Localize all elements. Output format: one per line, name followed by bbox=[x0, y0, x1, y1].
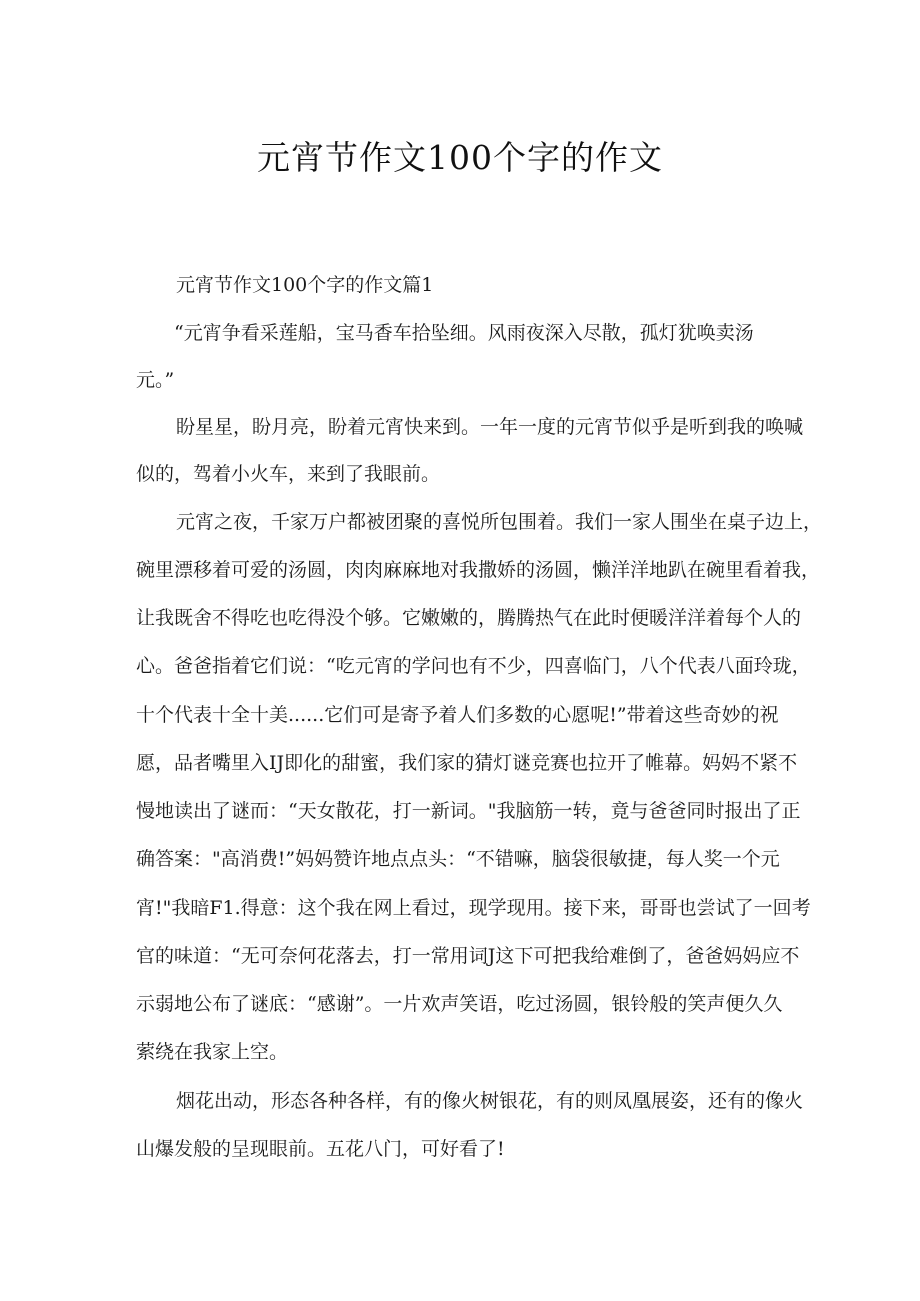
document-title: 元宵节作文100个字的作文 bbox=[257, 138, 663, 177]
paragraph-line: 烟花出动，形态各种各样，有的像火树银花，有的则凤凰展姿，还有的像火 bbox=[176, 1090, 804, 1112]
paragraph-line: 让我既舍不得吃也吃得没个够。它嫩嫩的，腾腾热气在此时便暖洋洋着每个人的 bbox=[136, 607, 802, 629]
paragraph-line: 盼星星，盼月亮，盼着元宵快来到。一年一度的元宵节似乎是听到我的唤喊 bbox=[176, 416, 804, 438]
paragraph-line: 萦绕在我家上空。 bbox=[136, 1041, 289, 1063]
paragraph-line: 慢地读出了谜而：“天女散花，打一新词。"我脑筋一转，竟与爸爸同时报出了正 bbox=[136, 800, 801, 822]
section-heading: 元宵节作文100个字的作文篇1 bbox=[176, 274, 434, 296]
paragraph-line: 山爆发般的呈现眼前。五花八门，可好看了! bbox=[136, 1138, 505, 1160]
paragraph-line: 宵!"我暗F1.得意：这个我在网上看过，现学现用。接下来，哥哥也尝试了一回考 bbox=[136, 897, 811, 919]
paragraph-line: “元宵争看采莲船，宝马香车拾坠细。风雨夜深入尽散，孤灯犹唤卖汤 bbox=[174, 322, 754, 344]
paragraph-line: 愿，品者嘴里入IJ即化的甜蜜，我们家的猜灯谜竞赛也拉开了帷幕。妈妈不紧不 bbox=[136, 752, 798, 774]
paragraph-line: 十个代表十全十美......它们可是寄予着人们多数的心愿呢!”带着这些奇妙的祝 bbox=[136, 704, 779, 726]
paragraph-line: 确答案："高消费!”妈妈赞许地点点头：“不错嘛，脑袋很敏捷，每人奖一个元 bbox=[136, 848, 780, 870]
paragraph-line: 元。” bbox=[136, 369, 175, 391]
paragraph-line: 元宵之夜，千家万户都被团聚的喜悦所包围着。我们一家人围坐在桌子边上， bbox=[176, 511, 823, 533]
paragraph-line: 官的味道：“无可奈何花落去，打一常用词J这下可把我给难倒了，爸爸妈妈应不 bbox=[136, 945, 800, 967]
paragraph-line: 心。爸爸指着它们说：“吃元宵的学问也有不少，四喜临门，八个代表八面玲珑， bbox=[136, 655, 811, 677]
paragraph-line: 似的，驾着小火车，来到了我眼前。 bbox=[136, 463, 441, 485]
paragraph-line: 碗里漂移着可爱的汤圆，肉肉麻麻地对我撒娇的汤圆，懒洋洋地趴在碗里看着我， bbox=[136, 559, 821, 581]
paragraph-line: 示弱地公布了谜底：“感谢”。一片欢声笑语，吃过汤圆，银铃般的笑声便久久 bbox=[136, 993, 783, 1015]
